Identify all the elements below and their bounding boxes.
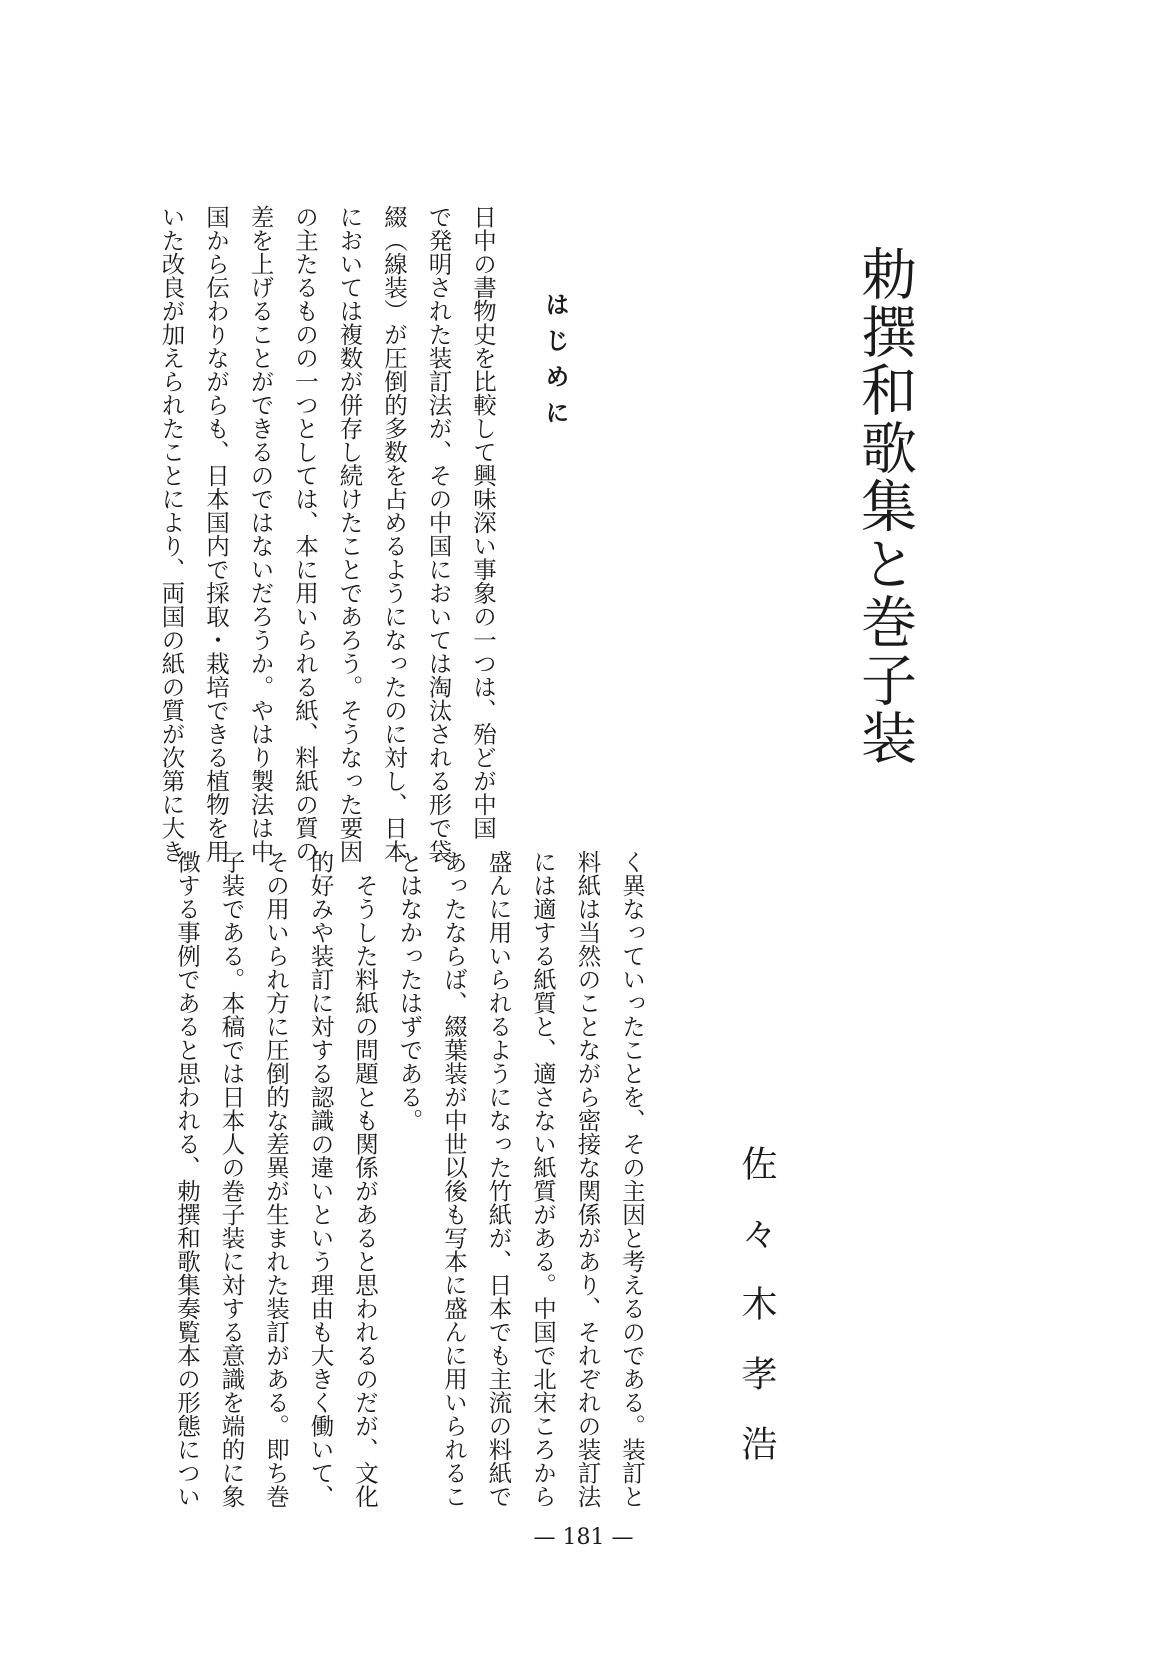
text-line: そうした料紙の問題とも関係があると思われるのだが、文化 xyxy=(351,850,379,1508)
text-line: の主たるものの一つとしては、本に用いられる紙、料紙の質の xyxy=(291,205,319,863)
text-line: 日中の書物史を比較して興味深い事象の一つは、殆どが中国 xyxy=(469,205,497,840)
text-line: 料紙は当然のことながら密接な関係があり、それぞれの装訂法 xyxy=(573,850,602,1508)
text-line: で発明された装訂法が、その中国においては淘汰される形で袋 xyxy=(424,205,453,863)
text-line: 盛んに用いられるようになった竹紙が、日本でも主流の料紙で xyxy=(484,850,513,1508)
author-name: 佐々木孝浩 xyxy=(736,1145,777,1495)
text-line: 徴する事例であると思われる、勅撰和歌集奏覧本の形態につい xyxy=(173,850,201,1508)
text-line: においては複数が併存し続けたことであろう。そうなった要因 xyxy=(335,205,364,863)
text-line: とはなかったはずである。 xyxy=(395,850,424,1132)
text-line: 子装である。本稿では日本人の巻子装に対する意識を端的に象 xyxy=(217,850,246,1508)
page-number: — 181 — xyxy=(533,1525,634,1550)
text-line: には適する紙質と、適さない紙質がある。中国で北宋ころから xyxy=(529,850,557,1508)
text-line: 綴（線装）が圧倒的多数を占めるようになったのに対し、日本 xyxy=(380,205,408,863)
text-line: いた改良が加えられたことにより、両国の紙の質が次第に大き xyxy=(157,205,186,863)
section-heading: はじめに xyxy=(541,292,569,436)
body-text-upper xyxy=(149,205,505,863)
text-line: 的好みや装訂に対する認識の違いという理由も大きく働いて、 xyxy=(306,850,335,1508)
text-line: 国から伝わりながらも、日本国内で採取・栽培できる植物を用 xyxy=(202,205,230,863)
body-text-lower xyxy=(165,850,655,1508)
text-line: あったならば、綴葉装が中世以後も写本に盛んに用いられるこ xyxy=(440,850,468,1508)
text-line: く異なっていったことを、その主因と考えるのである。装訂と xyxy=(618,850,646,1508)
text-line: 差を上げることができるのではないだろうか。やはり製法は中 xyxy=(246,205,275,863)
article-title: 勅撰和歌集と巻子装 xyxy=(852,245,917,767)
text-line: その用いられ方に圧倒的な差異が生まれた装訂がある。即ち巻 xyxy=(262,850,290,1508)
